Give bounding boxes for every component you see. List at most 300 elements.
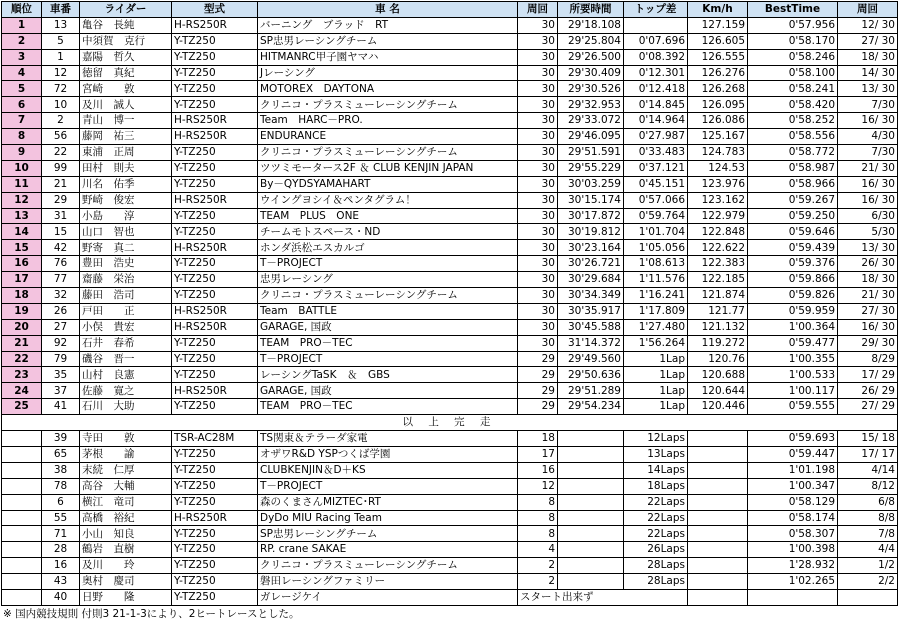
speed-cell: 126.086 (688, 113, 748, 129)
laps-cell: 29 (518, 383, 558, 399)
best-lap-cell: 4/30 (838, 129, 898, 145)
best-time-cell: 0'57.956 (748, 17, 838, 33)
table-row (2, 383, 898, 399)
gap-cell: 14Laps (624, 462, 688, 478)
time-cell: 29'55.229 (558, 160, 624, 176)
rider-cell: 末続 仁厚 (80, 462, 172, 478)
team-cell: 磐田レーシングファミリー (258, 574, 518, 590)
time-cell: 30'19.812 (558, 224, 624, 240)
team-cell: バーニング ブラッド RT (258, 17, 518, 33)
laps-cell: 30 (518, 33, 558, 49)
team-cell: SP忠男レーシングチーム (258, 33, 518, 49)
position-cell (2, 526, 42, 542)
position-cell: 10 (2, 160, 42, 176)
time-cell: 29'26.500 (558, 49, 624, 65)
team-cell: HITMANRC甲子園ヤマハ (258, 49, 518, 65)
car-number-cell: 6 (42, 494, 80, 510)
rider-cell: 及川 玲 (80, 558, 172, 574)
best-time-cell: 0'58.772 (748, 145, 838, 161)
footnote: ※ 国内競技規則 付則3 21-1-3により、2ヒートレースとした。 (3, 608, 300, 620)
time-cell (558, 431, 624, 447)
time-cell (558, 542, 624, 558)
rider-cell: 鶴岩 直樹 (80, 542, 172, 558)
model-cell: Y-TZ250 (172, 176, 258, 192)
gap-cell: 0'14.845 (624, 97, 688, 113)
best-lap-cell: 7/8 (838, 526, 898, 542)
rider-cell: 石井 春希 (80, 335, 172, 351)
laps-cell: 30 (518, 240, 558, 256)
laps-cell: 2 (518, 558, 558, 574)
team-cell: DyDo MIU Racing Team (258, 510, 518, 526)
best-time-cell: 0'58.170 (748, 33, 838, 49)
best-lap-cell: 16/ 30 (838, 192, 898, 208)
table-row (2, 494, 898, 510)
car-number-cell: 56 (42, 129, 80, 145)
table-row (2, 288, 898, 304)
table-row (2, 558, 898, 574)
car-number-cell: 10 (42, 97, 80, 113)
team-cell: T－PROJECT (258, 351, 518, 367)
car-number-cell: 15 (42, 224, 80, 240)
gap-cell: 28Laps (624, 574, 688, 590)
model-cell: Y-TZ250 (172, 160, 258, 176)
position-cell: 14 (2, 224, 42, 240)
time-cell: 29'32.953 (558, 97, 624, 113)
speed-cell: 120.76 (688, 351, 748, 367)
speed-cell (688, 446, 748, 462)
model-cell: Y-TZ250 (172, 574, 258, 590)
time-cell: 30'17.872 (558, 208, 624, 224)
laps-cell: 4 (518, 542, 558, 558)
speed-cell: 121.874 (688, 288, 748, 304)
rider-cell: 戸田 正 (80, 303, 172, 319)
team-cell: By－QYDSYAMAHART (258, 176, 518, 192)
position-cell: 15 (2, 240, 42, 256)
team-cell: RP. crane SAKAE (258, 542, 518, 558)
speed-cell (688, 558, 748, 574)
car-number-cell: 43 (42, 574, 80, 590)
rider-cell: 田村 則夫 (80, 160, 172, 176)
gap-cell: 26Laps (624, 542, 688, 558)
gap-cell: 22Laps (624, 526, 688, 542)
best-time-cell: 0'59.267 (748, 192, 838, 208)
best-time-cell: 0'58.100 (748, 65, 838, 81)
table-row (2, 208, 898, 224)
time-cell: 29'46.095 (558, 129, 624, 145)
best-lap-cell: 2/2 (838, 574, 898, 590)
car-number-cell: 29 (42, 192, 80, 208)
team-cell: レーシングTaSK ＆ GBS (258, 367, 518, 383)
gap-cell: 0'37.121 (624, 160, 688, 176)
position-cell: 8 (2, 129, 42, 145)
model-cell: Y-TZ250 (172, 526, 258, 542)
position-cell: 9 (2, 145, 42, 161)
model-cell: Y-TZ250 (172, 272, 258, 288)
laps-cell: 30 (518, 176, 558, 192)
header-best-lap: 周回 (838, 2, 898, 18)
gap-cell: 1'08.613 (624, 256, 688, 272)
laps-cell: 30 (518, 303, 558, 319)
gap-cell: 0'59.764 (624, 208, 688, 224)
team-cell: 森のくまさんMIZTEC･RT (258, 494, 518, 510)
gap-cell: 0'12.301 (624, 65, 688, 81)
time-cell: 30'15.174 (558, 192, 624, 208)
gap-cell: 0'14.964 (624, 113, 688, 129)
car-number-cell: 16 (42, 558, 80, 574)
car-number-cell: 37 (42, 383, 80, 399)
car-number-cell: 39 (42, 431, 80, 447)
best-lap-cell: 8/8 (838, 510, 898, 526)
table-row (2, 176, 898, 192)
status-cell: スタート出来ず (518, 589, 688, 605)
position-cell: 16 (2, 256, 42, 272)
laps-cell: 30 (518, 65, 558, 81)
laps-cell: 30 (518, 288, 558, 304)
speed-cell: 122.185 (688, 272, 748, 288)
table-row (2, 462, 898, 478)
model-cell: H-RS250R (172, 113, 258, 129)
rider-cell: 小俣 貴宏 (80, 319, 172, 335)
car-number-cell: 31 (42, 208, 80, 224)
speed-cell: 122.383 (688, 256, 748, 272)
best-lap-cell: 18/ 30 (838, 272, 898, 288)
gap-cell: 0'08.392 (624, 49, 688, 65)
best-lap-cell: 17/ 29 (838, 367, 898, 383)
rider-cell: 齋藤 栄治 (80, 272, 172, 288)
model-cell: H-RS250R (172, 383, 258, 399)
time-cell: 30'45.588 (558, 319, 624, 335)
team-cell: Team HARC－PRO. (258, 113, 518, 129)
car-number-cell: 5 (42, 33, 80, 49)
speed-cell: 126.605 (688, 33, 748, 49)
table-row (2, 81, 898, 97)
table-row (2, 272, 898, 288)
model-cell: Y-TZ250 (172, 589, 258, 605)
laps-cell: 30 (518, 145, 558, 161)
speed-cell: 121.77 (688, 303, 748, 319)
gap-cell: 1'05.056 (624, 240, 688, 256)
car-number-cell: 72 (42, 81, 80, 97)
speed-cell: 122.622 (688, 240, 748, 256)
gap-cell: 28Laps (624, 558, 688, 574)
team-cell: TS関東＆テラーダ家電 (258, 431, 518, 447)
speed-cell: 121.132 (688, 319, 748, 335)
time-cell: 29'49.560 (558, 351, 624, 367)
car-number-cell: 38 (42, 462, 80, 478)
table-row (2, 510, 898, 526)
gap-cell: 12Laps (624, 431, 688, 447)
speed-cell: 126.276 (688, 65, 748, 81)
gap-cell: 1'27.480 (624, 319, 688, 335)
time-cell (558, 446, 624, 462)
car-number-cell: 21 (42, 176, 80, 192)
table-row (2, 478, 898, 494)
position-cell: 13 (2, 208, 42, 224)
speed-cell (688, 589, 748, 605)
gap-cell: 1'16.241 (624, 288, 688, 304)
time-cell: 29'33.072 (558, 113, 624, 129)
team-cell: オザワR&D YSPつくば学園 (258, 446, 518, 462)
best-lap-cell: 8/29 (838, 351, 898, 367)
model-cell: Y-TZ250 (172, 256, 258, 272)
laps-cell: 30 (518, 256, 558, 272)
laps-cell: 8 (518, 526, 558, 542)
best-lap-cell: 5/30 (838, 224, 898, 240)
rider-cell: 横江 竜司 (80, 494, 172, 510)
rider-cell: 奥村 慶司 (80, 574, 172, 590)
best-time-cell: 0'59.555 (748, 399, 838, 415)
gap-cell: 13Laps (624, 446, 688, 462)
best-time-cell: 1'28.932 (748, 558, 838, 574)
best-lap-cell: 16/ 30 (838, 113, 898, 129)
best-time-cell: 1'00.398 (748, 542, 838, 558)
best-lap-cell: 21/ 30 (838, 288, 898, 304)
car-number-cell: 22 (42, 145, 80, 161)
header-row (2, 2, 898, 18)
time-cell: 30'29.684 (558, 272, 624, 288)
time-cell (558, 478, 624, 494)
laps-cell: 30 (518, 160, 558, 176)
gap-cell: 22Laps (624, 494, 688, 510)
best-lap-cell: 14/ 30 (838, 65, 898, 81)
team-cell: クリニコ・プラスミューレーシングチーム (258, 97, 518, 113)
table-row (2, 240, 898, 256)
team-cell: クリニコ・プラスミューレーシングチーム (258, 145, 518, 161)
laps-cell: 8 (518, 510, 558, 526)
position-cell: 1 (2, 17, 42, 33)
speed-cell: 125.167 (688, 129, 748, 145)
position-cell: 3 (2, 49, 42, 65)
gap-cell: 1Lap (624, 351, 688, 367)
position-cell (2, 478, 42, 494)
best-time-cell: 0'58.246 (748, 49, 838, 65)
table-row (2, 65, 898, 81)
rider-cell: 日野 隆 (80, 589, 172, 605)
model-cell: Y-TZ250 (172, 478, 258, 494)
table-row (2, 129, 898, 145)
best-time-cell: 0'58.307 (748, 526, 838, 542)
speed-cell: 120.446 (688, 399, 748, 415)
best-lap-cell: 27/ 30 (838, 303, 898, 319)
car-number-cell: 99 (42, 160, 80, 176)
best-lap-cell: 17/ 17 (838, 446, 898, 462)
best-time-cell: 0'59.250 (748, 208, 838, 224)
header-best-time: BestTime (748, 2, 838, 18)
time-cell: 30'03.259 (558, 176, 624, 192)
car-number-cell: 12 (42, 65, 80, 81)
model-cell: Y-TZ250 (172, 224, 258, 240)
best-time-cell: 0'58.174 (748, 510, 838, 526)
car-number-cell: 79 (42, 351, 80, 367)
team-cell: 忠男レーシング (258, 272, 518, 288)
time-cell (558, 526, 624, 542)
model-cell: Y-TZ250 (172, 494, 258, 510)
team-cell: GARAGE, 国政 (258, 383, 518, 399)
speed-cell (688, 542, 748, 558)
best-lap-cell: 13/ 30 (838, 240, 898, 256)
header-gap: トップ差 (624, 2, 688, 18)
finish-separator: 以 上 完 走 (2, 415, 898, 431)
position-cell: 25 (2, 399, 42, 415)
model-cell: Y-TZ250 (172, 558, 258, 574)
best-time-cell: 0'59.477 (748, 335, 838, 351)
model-cell: H-RS250R (172, 192, 258, 208)
car-number-cell: 71 (42, 526, 80, 542)
time-cell: 29'51.289 (558, 383, 624, 399)
speed-cell: 123.976 (688, 176, 748, 192)
speed-cell: 120.644 (688, 383, 748, 399)
rider-cell: 石川 大助 (80, 399, 172, 415)
position-cell: 2 (2, 33, 42, 49)
best-time-cell: 0'58.241 (748, 81, 838, 97)
header-laps: 周回 (518, 2, 558, 18)
table-row (2, 256, 898, 272)
laps-cell: 30 (518, 192, 558, 208)
gap-cell: 0'07.696 (624, 33, 688, 49)
rider-cell: 野崎 俊宏 (80, 192, 172, 208)
rider-cell: 山口 智也 (80, 224, 172, 240)
laps-cell: 30 (518, 97, 558, 113)
laps-cell: 30 (518, 272, 558, 288)
team-cell: ツツミモータース2F ＆ CLUB KENJIN JAPAN (258, 160, 518, 176)
best-lap-cell: 29/ 30 (838, 335, 898, 351)
rider-cell: 徳留 真紀 (80, 65, 172, 81)
speed-cell: 124.783 (688, 145, 748, 161)
position-cell (2, 542, 42, 558)
speed-cell (688, 526, 748, 542)
rider-cell: 茅根 諭 (80, 446, 172, 462)
laps-cell: 30 (518, 81, 558, 97)
best-time-cell: 1'02.265 (748, 574, 838, 590)
position-cell: 5 (2, 81, 42, 97)
speed-cell: 122.979 (688, 208, 748, 224)
laps-cell: 30 (518, 49, 558, 65)
best-lap-cell: 21/ 30 (838, 160, 898, 176)
car-number-cell: 55 (42, 510, 80, 526)
laps-cell: 30 (518, 208, 558, 224)
rider-cell: 小山 知良 (80, 526, 172, 542)
gap-cell: 1'01.704 (624, 224, 688, 240)
best-time-cell: 0'58.556 (748, 129, 838, 145)
best-lap-cell: 18/ 30 (838, 49, 898, 65)
time-cell: 29'51.591 (558, 145, 624, 161)
position-cell (2, 431, 42, 447)
best-time-cell: 1'00.533 (748, 367, 838, 383)
rider-cell: 小島 淳 (80, 208, 172, 224)
model-cell: H-RS250R (172, 510, 258, 526)
table-row (2, 145, 898, 161)
speed-cell (688, 574, 748, 590)
laps-cell: 30 (518, 224, 558, 240)
position-cell (2, 510, 42, 526)
speed-cell: 127.159 (688, 17, 748, 33)
best-lap-cell: 26/ 29 (838, 383, 898, 399)
car-number-cell: 40 (42, 589, 80, 605)
car-number-cell: 26 (42, 303, 80, 319)
table-row (2, 446, 898, 462)
gap-cell: 0'27.987 (624, 129, 688, 145)
model-cell: H-RS250R (172, 303, 258, 319)
rider-cell: 野寄 真二 (80, 240, 172, 256)
speed-cell (688, 510, 748, 526)
car-number-cell: 77 (42, 272, 80, 288)
best-lap-cell: 6/30 (838, 208, 898, 224)
model-cell: Y-TZ250 (172, 81, 258, 97)
header-car-number: 車番 (42, 2, 80, 18)
laps-cell: 30 (518, 113, 558, 129)
best-lap-cell: 4/14 (838, 462, 898, 478)
team-cell: ガレージケイ (258, 589, 518, 605)
laps-cell: 30 (518, 319, 558, 335)
position-cell: 19 (2, 303, 42, 319)
table-row (2, 224, 898, 240)
table-row (2, 113, 898, 129)
position-cell: 20 (2, 319, 42, 335)
table-row (2, 97, 898, 113)
car-number-cell: 28 (42, 542, 80, 558)
laps-cell: 2 (518, 574, 558, 590)
time-cell: 29'18.108 (558, 17, 624, 33)
time-cell: 30'26.721 (558, 256, 624, 272)
best-lap-cell: 1/2 (838, 558, 898, 574)
model-cell: Y-TZ250 (172, 335, 258, 351)
rider-cell: 川名 佑季 (80, 176, 172, 192)
car-number-cell: 76 (42, 256, 80, 272)
time-cell: 29'30.409 (558, 65, 624, 81)
best-time-cell: 0'59.439 (748, 240, 838, 256)
best-time-cell: 0'59.646 (748, 224, 838, 240)
gap-cell: 18Laps (624, 478, 688, 494)
rider-cell: 及川 誠人 (80, 97, 172, 113)
best-time-cell: 0'59.826 (748, 288, 838, 304)
speed-cell: 126.555 (688, 49, 748, 65)
table-row (2, 335, 898, 351)
finish-separator-row (2, 415, 898, 431)
rider-cell: 豊田 浩史 (80, 256, 172, 272)
rider-cell: 亀谷 長純 (80, 17, 172, 33)
table-row (2, 49, 898, 65)
car-number-cell: 1 (42, 49, 80, 65)
laps-cell: 29 (518, 351, 558, 367)
position-cell: 4 (2, 65, 42, 81)
position-cell: 24 (2, 383, 42, 399)
team-cell: Jレーシング (258, 65, 518, 81)
header-speed: Km/h (688, 2, 748, 18)
gap-cell: 0'33.483 (624, 145, 688, 161)
gap-cell: 1Lap (624, 399, 688, 415)
position-cell (2, 462, 42, 478)
model-cell: H-RS250R (172, 17, 258, 33)
position-cell (2, 574, 42, 590)
best-time-cell (748, 589, 838, 605)
model-cell: Y-TZ250 (172, 97, 258, 113)
table-row (2, 160, 898, 176)
rider-cell: 高谷 大輔 (80, 478, 172, 494)
best-lap-cell: 26/ 30 (838, 256, 898, 272)
team-cell: ウイングヨシイ＆ペンタグラム！ (258, 192, 518, 208)
best-time-cell: 0'58.252 (748, 113, 838, 129)
best-lap-cell: 12/ 30 (838, 17, 898, 33)
table-row (2, 303, 898, 319)
model-cell: Y-TZ250 (172, 462, 258, 478)
model-cell: H-RS250R (172, 240, 258, 256)
position-cell: 6 (2, 97, 42, 113)
position-cell (2, 446, 42, 462)
laps-cell: 29 (518, 367, 558, 383)
rider-cell: 山村 良憲 (80, 367, 172, 383)
car-number-cell: 13 (42, 17, 80, 33)
team-cell: T－PROJECT (258, 256, 518, 272)
